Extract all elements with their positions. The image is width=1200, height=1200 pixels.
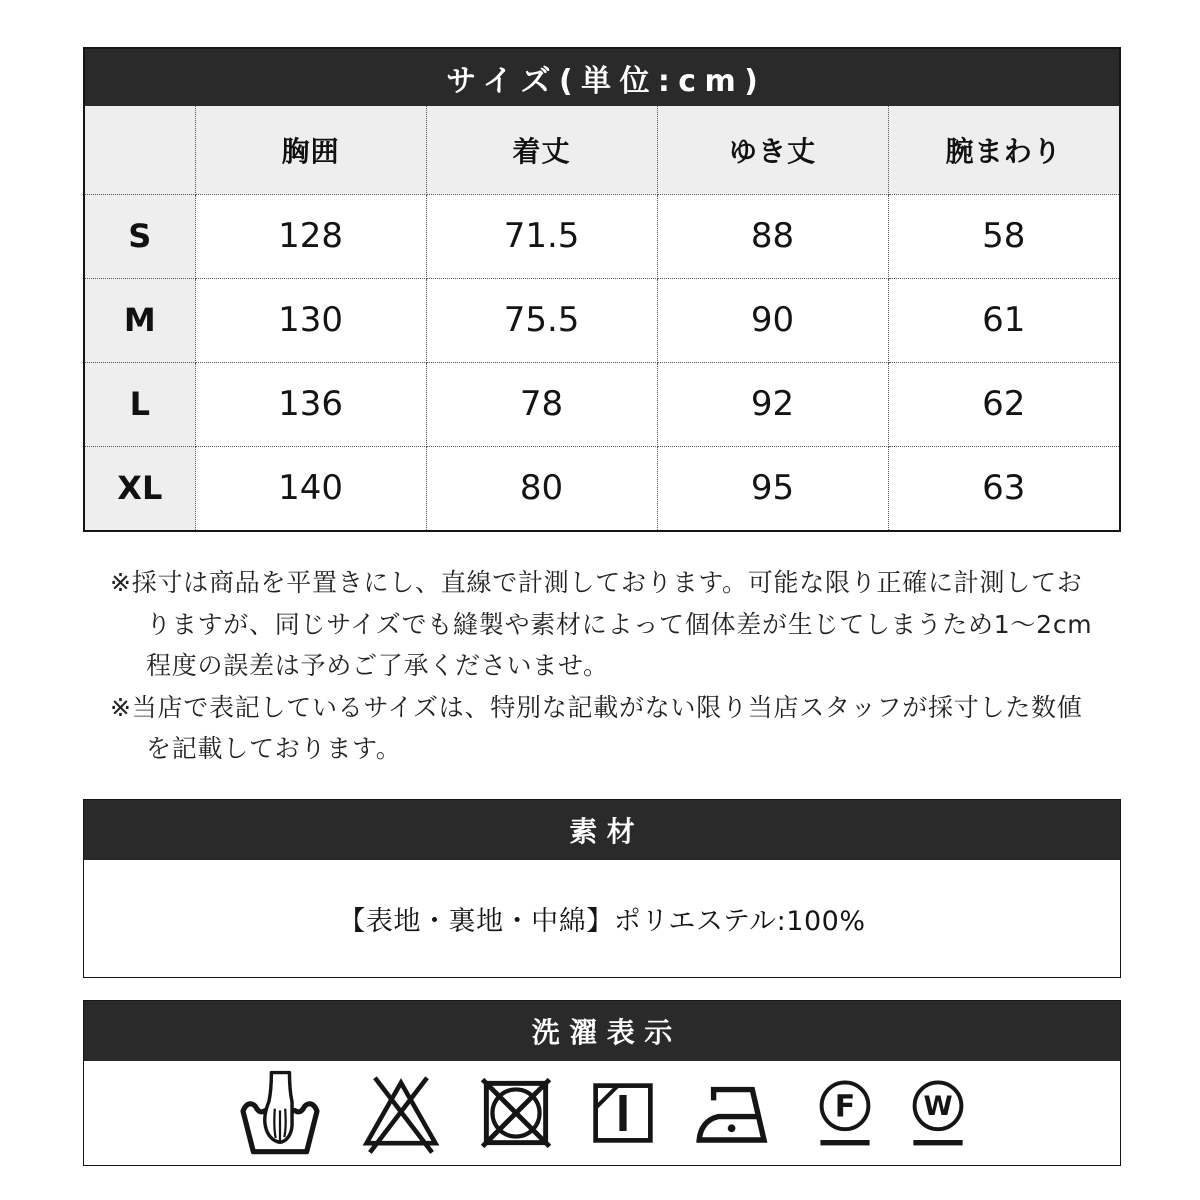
size-table-title: サイズ(単位:cm) [446, 63, 767, 99]
do-not-tumble-dry-icon [478, 1075, 554, 1151]
do-not-bleach-icon [357, 1071, 445, 1155]
note-measurement-method: ※採寸は商品を平置きにし、直線で計測しております。可能な限り正確に計測しておりますが、同じサイズでも縫製や素材によって個体差が生じてしまうため1〜2cm程度の誤差は予めご了承くださいませ。 [110, 568, 1093, 680]
svg-text:F: F [834, 1089, 856, 1125]
cell-m-sleeve: 90 [657, 278, 888, 362]
measurement-notes [110, 562, 1095, 770]
cell-s-arm: 58 [888, 194, 1119, 278]
size-label-xl: XL [85, 446, 195, 530]
hand-wash-icon [236, 1070, 324, 1156]
size-table [85, 106, 1119, 530]
cell-xl-chest: 140 [195, 446, 426, 530]
column-header-chest: 胸囲 [195, 106, 426, 194]
cell-l-arm: 62 [888, 362, 1119, 446]
column-header-sleeve: ゆき丈 [657, 106, 888, 194]
cell-l-sleeve: 92 [657, 362, 888, 446]
size-label-m: M [85, 278, 195, 362]
corner-cell [85, 106, 195, 194]
column-header-arm: 腕まわり [888, 106, 1119, 194]
wet-clean-gentle-icon [908, 1078, 968, 1148]
cell-l-chest: 136 [195, 362, 426, 446]
laundry-icons-row [84, 1061, 1120, 1165]
table-row-l [85, 362, 1119, 446]
cell-m-chest: 130 [195, 278, 426, 362]
size-table-title-bar [85, 49, 1119, 106]
cell-l-length: 78 [426, 362, 657, 446]
size-table-header-row [85, 106, 1119, 194]
cell-xl-length: 80 [426, 446, 657, 530]
column-header-length: 着丈 [426, 106, 657, 194]
size-table-section [83, 47, 1121, 532]
cell-xl-sleeve: 95 [657, 446, 888, 530]
cell-m-length: 75.5 [426, 278, 657, 362]
table-row-s [85, 194, 1119, 278]
material-title-bar [84, 800, 1120, 860]
table-row-m [85, 278, 1119, 362]
laundry-section [83, 1000, 1121, 1166]
dry-clean-petroleum-gentle-icon [815, 1078, 875, 1148]
product-size-info-page [83, 0, 1121, 1166]
size-label-s: S [85, 194, 195, 278]
cell-m-arm: 61 [888, 278, 1119, 362]
size-label-l: L [85, 362, 195, 446]
cell-s-length: 71.5 [426, 194, 657, 278]
material-title: 素材 [569, 814, 645, 848]
material-section [83, 799, 1121, 978]
table-row-xl [85, 446, 1119, 530]
line-dry-in-shade-icon [587, 1077, 659, 1149]
material-text: 【表地・裏地・中綿】ポリエステル:100% [338, 905, 866, 937]
svg-text:W: W [923, 1090, 953, 1122]
laundry-title-bar [84, 1001, 1120, 1061]
iron-low-heat-icon [692, 1077, 782, 1149]
cell-s-sleeve: 88 [657, 194, 888, 278]
laundry-title: 洗濯表示 [531, 1015, 682, 1049]
cell-xl-arm: 63 [888, 446, 1119, 530]
note-staff-measured: ※当店で表記しているサイズは、特別な記載がない限り当店スタッフが採寸した数値を記載しております。 [110, 692, 1083, 763]
cell-s-chest: 128 [195, 194, 426, 278]
material-body [84, 860, 1120, 977]
